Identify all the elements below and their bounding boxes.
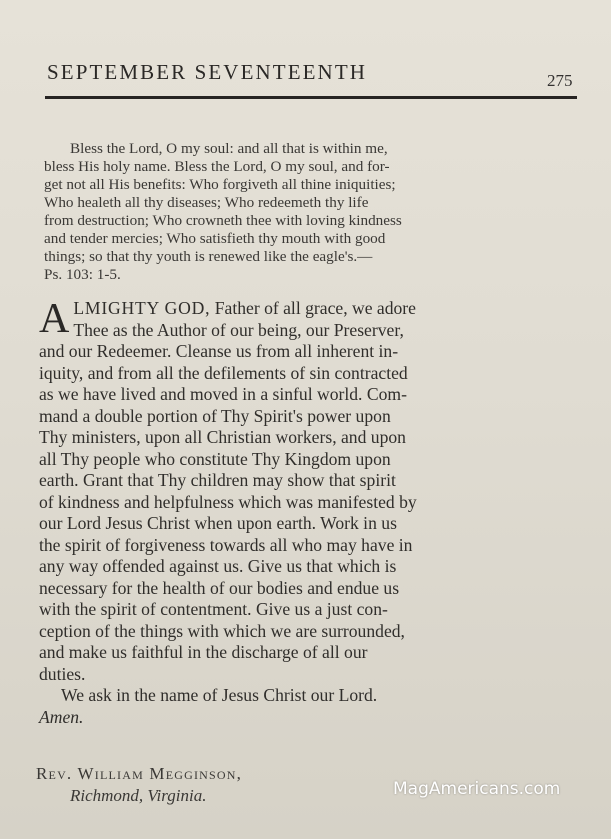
prayer-line: mand a double portion of Thy Spirit's power upon — [39, 405, 391, 426]
author-name: Rev. William Megginson, — [36, 764, 243, 783]
author-place: Richmond, Virginia. — [70, 786, 207, 805]
prayer-line: iquity, and from all the defilements of sin contracted — [39, 362, 408, 383]
scripture-line: get not all His benefits: Who forgiveth all thine iniquities; — [44, 176, 396, 193]
drop-cap: A — [39, 296, 70, 342]
prayer-line: Father of all grace, we adore — [210, 298, 416, 318]
scripture-line: Bless the Lord, O my soul: and all that is within me, — [70, 140, 388, 157]
prayer-line: and our Redeemer. Cleanse us from all inherent in- — [39, 341, 399, 361]
prayer-line: any way offended against us. Give us that which is — [39, 556, 397, 576]
scripture-reference: Ps. 103: 1-5. — [44, 266, 121, 283]
prayer-amen: Amen. — [39, 706, 84, 727]
prayer-line: Thy ministers, upon all Christian workers, and upon — [39, 427, 406, 447]
author-attribution — [36, 763, 242, 807]
prayer-line: Thee as the Author of our being, our Preserver, — [73, 319, 404, 340]
prayer-opening: LMIGHTY GOD, — [73, 298, 211, 318]
prayer-line: necessary for the health of our bodies and endue us — [39, 577, 400, 598]
prayer-text — [39, 298, 581, 728]
prayer-line: duties. — [39, 663, 86, 684]
header-divider — [45, 96, 577, 99]
prayer-line: as we have lived and moved in a sinful world. Com- — [39, 384, 407, 404]
prayer-line: our Lord Jesus Christ when upon earth. Work in us — [39, 513, 397, 533]
prayer-line: earth. Grant that Thy children may show that spirit — [39, 470, 396, 490]
scripture-line: from destruction; Who crowneth thee with loving kindness — [44, 212, 402, 229]
page-number: 275 — [547, 71, 573, 90]
prayer-line: with the spirit of contentment. Give us a just con- — [39, 599, 388, 619]
scripture-line: bless His holy name. Bless the Lord, O my soul, and for- — [44, 158, 390, 175]
prayer-line: the spirit of forgiveness towards all who may have in — [39, 534, 413, 555]
scripture-line: Who healeth all thy diseases; Who redeemeth thy life — [44, 194, 369, 211]
prayer-line: all Thy people who constitute Thy Kingdom upon — [39, 448, 391, 469]
scripture-passage — [44, 140, 580, 284]
prayer-line: of kindness and helpfulness which was manifested by — [39, 491, 417, 512]
prayer-closing: We ask in the name of Jesus Christ our Lord. — [61, 685, 378, 705]
prayer-line: and make us faithful in the discharge of all our — [39, 642, 368, 662]
page-title: SEPTEMBER SEVENTEENTH — [47, 60, 368, 84]
prayer-line: ception of the things with which we are surrounded, — [39, 620, 405, 641]
scripture-line: things; so that thy youth is renewed like the eagle's.— — [44, 248, 373, 265]
scripture-line: and tender mercies; Who satisfieth thy mouth with good — [44, 230, 386, 247]
watermark: MagAmericans.com — [393, 779, 561, 799]
